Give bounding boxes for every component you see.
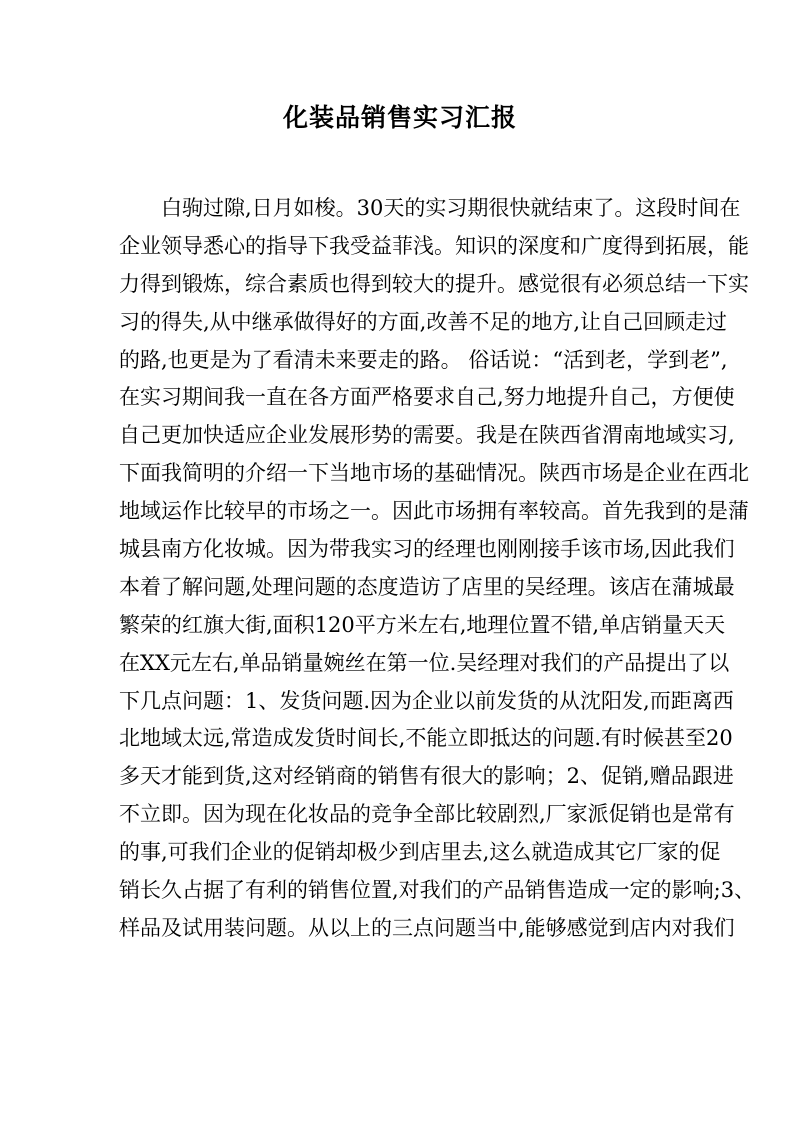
paragraph-line: 不立即。因为现在化妆品的竞争全部比较剧烈,厂家派促销也是常有 (119, 802, 735, 827)
paragraph-line: 下几点问题：1、发货问题.因为企业以前发货的从沈阳发,而距离西 (119, 688, 734, 713)
paragraph-line: 多天才能到货,这对经销商的销售有很大的影响；2、促销,赠品跟进 (119, 764, 734, 789)
paragraph-line: 北地域太远,常造成发货时间长,不能立即抵达的问题.有时候甚至20 (119, 726, 733, 751)
paragraph-line: 地域运作比较早的市场之一。因此市场拥有率较高。首先我到的是蒲 (119, 499, 749, 524)
paragraph-line: 下面我简明的介绍一下当地市场的基础情况。陕西市场是企业在西北 (119, 461, 749, 486)
paragraph-line: 的事,可我们企业的促销却极少到店里去,这么就造成其它厂家的促 (119, 840, 721, 865)
paragraph-line: 本着了解问题,处理问题的态度造访了店里的吴经理。该店在蒲城最 (119, 574, 735, 599)
paragraph-line: 企业领导悉心的指导下我受益菲浅。知识的深度和广度得到拓展，能 (119, 233, 749, 258)
paragraph-line: 城县南方化妆城。因为带我实习的经理也刚刚接手该市场,因此我们 (119, 537, 735, 562)
paragraph-line: 销长久占据了有利的销售位置,对我们的产品销售造成一定的影响;3、 (119, 878, 756, 903)
paragraph-line: 习的得失,从中继承做得好的方面,改善不足的地方,让自己回顾走过 (119, 309, 728, 334)
document-body (119, 190, 756, 948)
paragraph-line: 力得到锻炼，综合素质也得到较大的提升。感觉很有必须总结一下实 (119, 271, 749, 296)
paragraph-line: 白驹过隙,日月如梭。30天的实习期很快就结束了。这段时间在 (161, 196, 741, 220)
paragraph-line: 繁荣的红旗大街,面积120平方米左右,地理位置不错,单店销量天天 (119, 612, 726, 637)
paragraph-line: 在实习期间我一直在各方面严格要求自己,努力地提升自己，方便使 (119, 385, 735, 410)
paragraph-line: 的路,也更是为了看清未来要走的路。 俗话说：“活到老，学到老”, (119, 347, 728, 372)
paragraph-line: 样品及试用装问题。从以上的三点问题当中,能够感觉到店内对我们 (119, 915, 735, 940)
paragraph-line: 自己更加快适应企业发展形势的需要。我是在陕西省渭南地域实习, (119, 423, 735, 448)
paragraph-line: 在XX元左右,单品销量婉丝在第一位.吴经理对我们的产品提出了以 (119, 650, 730, 675)
document-title: 化装品销售实习汇报 (282, 103, 517, 132)
